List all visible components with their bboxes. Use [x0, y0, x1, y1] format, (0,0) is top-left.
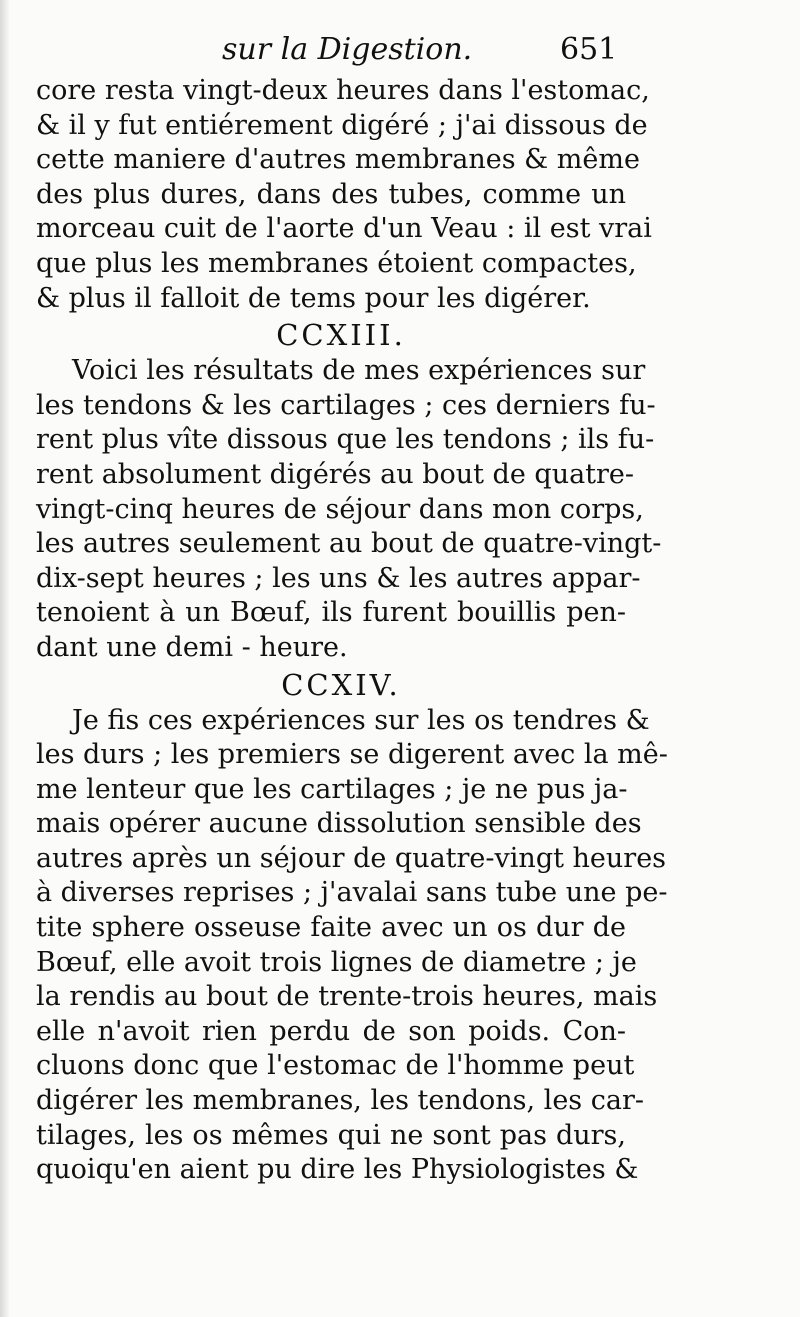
- text-line: des plus dures, dans des tubes, comme un: [36, 178, 626, 210]
- text-line: tenoient à un Bœuf, ils furent bouillis pen-: [36, 597, 626, 629]
- paragraph-continuation: [36, 74, 652, 316]
- page-gutter-shadow: [0, 0, 10, 1317]
- running-title: sur la Digestion.: [222, 32, 473, 67]
- text-line: autres après un séjour de quatre-vingt heures: [36, 842, 667, 874]
- text-line: morceau cuit de l'aorte d'un Veau : il est vrai: [36, 213, 652, 245]
- text-line: & il y fut entiérement digéré ; j'ai dissous de: [36, 109, 648, 141]
- page-number: 651: [560, 32, 618, 67]
- section-heading-ccxiv: CCXIV.: [281, 667, 401, 702]
- section-ccxiv-paragraph: [36, 704, 668, 1188]
- text-line: les autres seulement au bout de quatre-vingt-: [36, 528, 662, 560]
- text-line: elle n'avoit rien perdu de son poids. Con-: [36, 1015, 626, 1047]
- text-line: digérer les membranes, les tendons, les car-: [36, 1085, 644, 1117]
- text-line: les durs ; les premiers se digerent avec la mê-: [36, 739, 668, 771]
- page-header: [0, 30, 800, 70]
- text-line: tilages, les os mêmes qui ne sont pas durs,: [36, 1119, 626, 1151]
- text-line: les tendons & les cartilages ; ces derniers fu-: [36, 389, 656, 421]
- text-line: vingt-cinq heures de séjour dans mon corps,: [36, 493, 644, 525]
- section-heading-ccxiii: CCXIII.: [276, 318, 406, 353]
- text-line: Bœuf, elle avoit trois lignes de diametre ; je: [36, 946, 637, 978]
- text-line: Je fis ces expériences sur les os tendres &: [72, 704, 650, 736]
- text-line: la rendis au bout de trente-trois heures, mais: [36, 981, 658, 1013]
- text-line: cette maniere d'autres membranes & même: [36, 144, 640, 176]
- text-line: cluons donc que l'estomac de l'homme peut: [36, 1050, 635, 1082]
- text-line: & plus il falloit de tems pour les digérer.: [36, 282, 591, 314]
- text-line: mais opérer aucune dissolution sensible des: [36, 808, 642, 840]
- section-ccxiii-paragraph: [36, 354, 662, 665]
- text-line: Voici les résultats de mes expériences sur: [72, 355, 646, 387]
- text-line: tite sphere osseuse faite avec un os dur de: [36, 912, 626, 944]
- text-line: dix-sept heures ; les uns & les autres appar-: [36, 562, 641, 594]
- body-text: [36, 74, 668, 1188]
- text-line: à diverses reprises ; j'avalai sans tube une pe-: [36, 877, 668, 909]
- text-line: me lenteur que les cartilages ; je ne pus ja-: [36, 773, 628, 805]
- text-line: dant une demi - heure.: [36, 631, 348, 663]
- text-line: rent plus vîte dissous que les tendons ; ils fu-: [36, 424, 655, 456]
- text-line: que plus les membranes étoient compactes,: [36, 247, 637, 279]
- text-line: core resta vingt-deux heures dans l'estomac,: [36, 75, 650, 106]
- text-line: rent absolument digérés au bout de quatre-: [36, 458, 635, 490]
- text-line: quoiqu'en aient pu dire les Physiologistes &: [36, 1154, 639, 1186]
